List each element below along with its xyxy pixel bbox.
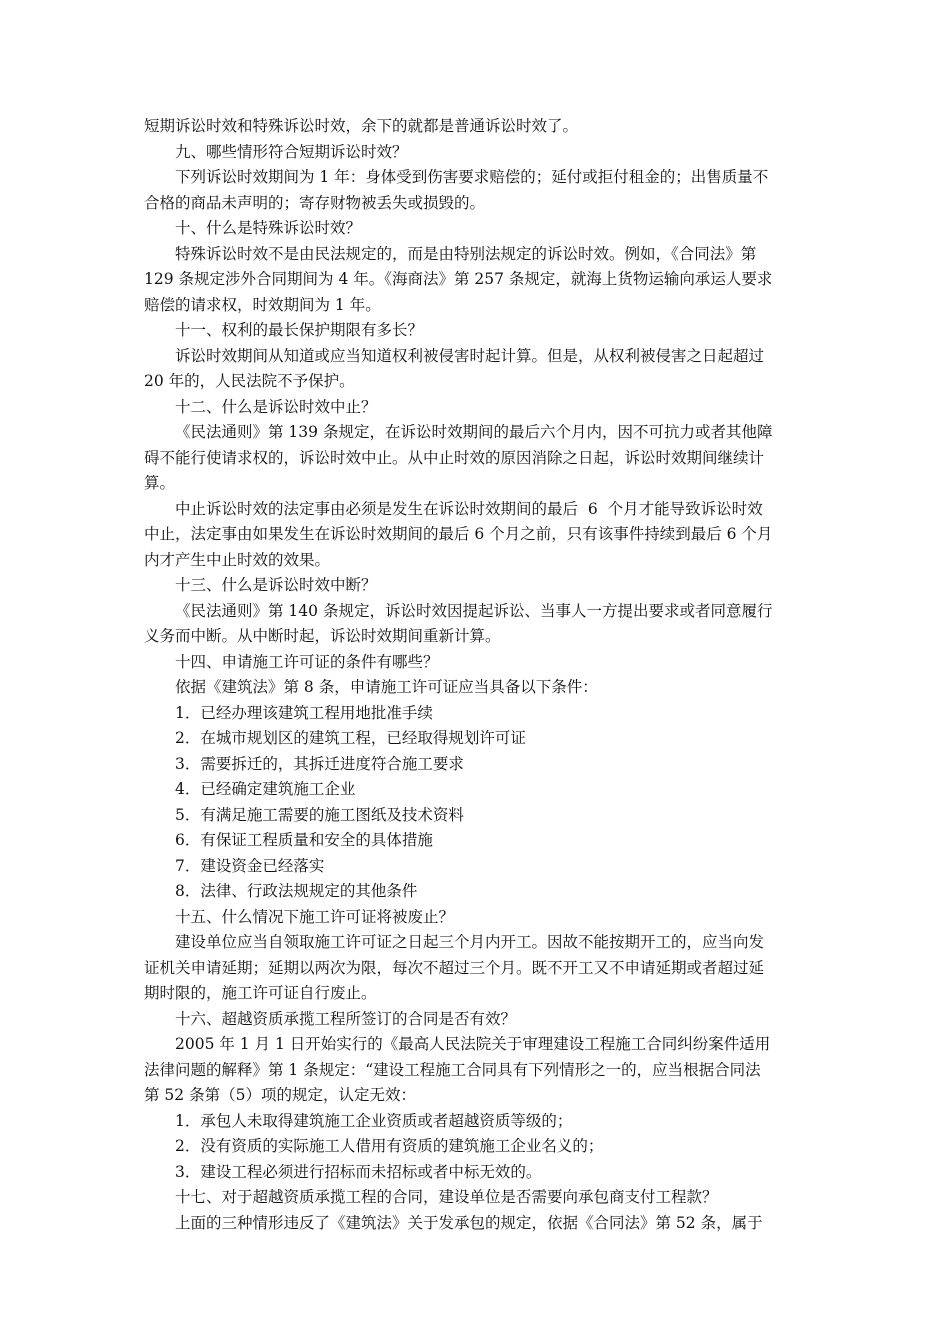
text-line: 十七、对于超越资质承揽工程的合同，建设单位是否需要向承包商支付工程款？ bbox=[175, 1188, 718, 1206]
text-line: 赔偿的请求权，时效期间为 1 年。 bbox=[144, 295, 381, 314]
text-line: 下列诉讼时效期间为 1 年：身体受到伤害要求赔偿的；延付或拒付租金的；出售质量不 bbox=[175, 168, 769, 186]
text-line: 十二、什么是诉讼时效中止？ bbox=[175, 397, 377, 416]
text-line: 期时限的，施工许可证自行废止。 bbox=[144, 984, 377, 1002]
text-line: 5．有满足施工需要的施工图纸及技术资料 bbox=[175, 805, 464, 824]
text-line: 7．建设资金已经落实 bbox=[175, 856, 325, 875]
text-line: 十一、权利的最长保护期限有多长？ bbox=[175, 321, 424, 339]
text-line: 4．已经确定建筑施工企业 bbox=[175, 780, 356, 798]
text-line: 1．已经办理该建筑工程用地批准手续 bbox=[175, 703, 433, 722]
text-line: 十四、申请施工许可证的条件有哪些？ bbox=[175, 652, 439, 671]
text-line: 特殊诉讼时效不是由民法规定的，而是由特别法规定的诉讼时效。例如，《合同法》第 bbox=[175, 244, 757, 263]
text-line: 诉讼时效期间从知道或应当知道权利被侵害时起计算。但是，从权利被侵害之日起超过 bbox=[175, 346, 765, 365]
text-line: 2005 年 1 月 1 日开始实行的《最高人民法院关于审理建设工程施工合同纠纷案件适用 bbox=[175, 1035, 771, 1053]
text-line: 十六、超越资质承揽工程所签订的合同是否有效？ bbox=[175, 1009, 517, 1028]
text-line: 建设单位应当自领取施工许可证之日起三个月内开工。因故不能按期开工的，应当向发 bbox=[175, 933, 765, 951]
text-line: 碍不能行使请求权的，诉讼时效中止。从中止时效的原因消除之日起，诉讼时效期间继续计 bbox=[144, 448, 765, 467]
text-line: 十、什么是特殊诉讼时效？ bbox=[175, 219, 362, 237]
text-line: 证机关申请延期；延期以两次为限，每次不超过三个月。既不开工又不申请延期或者超过延 bbox=[144, 958, 765, 977]
text-line: 上面的三种情形违反了《建筑法》关于发承包的规定，依据《合同法》第 52 条，属于 bbox=[175, 1213, 763, 1232]
text-line: 8．法律、行政法规规定的其他条件 bbox=[175, 882, 418, 900]
text-line: 第 52 条第（5）项的规定，认定无效： bbox=[144, 1086, 416, 1104]
text-line: 合格的商品未声明的；寄存财物被丢失或损毁的。 bbox=[144, 193, 486, 212]
text-line: 3．建设工程必须进行招标而未招标或者中标无效的。 bbox=[175, 1162, 542, 1181]
text-line: 《民法通则》第 140 条规定，诉讼时效因提起诉讼、当事人一方提出要求或者同意履行 bbox=[175, 601, 773, 620]
text-line: 中止诉讼时效的法定事由必须是发生在诉讼时效期间的最后 6 个月才能导致诉讼时效 bbox=[175, 499, 763, 518]
text-line: 2．在城市规划区的建筑工程，已经取得规划许可证 bbox=[175, 729, 526, 747]
text-line: 内才产生中止时效的效果。 bbox=[144, 550, 331, 569]
document-body bbox=[144, 114, 808, 1236]
text-line: 义务而中断。从中断时起，诉讼时效期间重新计算。 bbox=[144, 627, 501, 645]
text-line: 3．需要拆迁的，其拆迁进度符合施工要求 bbox=[175, 754, 464, 773]
text-line: 短期诉讼时效和特殊诉讼时效，余下的就都是普通诉讼时效了。 bbox=[144, 117, 579, 135]
text-line: 2．没有资质的实际施工人借用有资质的建筑施工企业名义的； bbox=[175, 1137, 604, 1155]
text-line: 算。 bbox=[144, 474, 176, 492]
text-line: 6．有保证工程质量和安全的具体措施 bbox=[175, 831, 433, 849]
text-line: 十三、什么是诉讼时效中断？ bbox=[175, 576, 377, 594]
text-line: 依据《建筑法》第 8 条，申请施工许可证应当具备以下条件： bbox=[175, 678, 598, 696]
text-line: 《民法通则》第 139 条规定，在诉讼时效期间的最后六个月内，因不可抗力或者其他障 bbox=[175, 423, 773, 441]
text-line: 129 条规定涉外合同期间为 4 年。《海商法》第 257 条规定，就海上货物运输向承运人要求 bbox=[144, 270, 773, 288]
text-line: 20 年的，人民法院不予保护。 bbox=[144, 372, 355, 390]
text-line: 法律问题的解释》第 1 条规定：“建设工程施工合同具有下列情形之一的，应当根据合同法 bbox=[144, 1060, 761, 1079]
text-line: 九、哪些情形符合短期诉讼时效？ bbox=[175, 142, 408, 161]
text-line: 1．承包人未取得建筑施工企业资质或者超越资质等级的； bbox=[175, 1111, 573, 1130]
text-line: 中止，法定事由如果发生在诉讼时效期间的最后 6 个月之前，只有该事件持续到最后 6 个月 bbox=[144, 525, 773, 543]
text-line: 十五、什么情况下施工许可证将被废止？ bbox=[175, 907, 455, 926]
